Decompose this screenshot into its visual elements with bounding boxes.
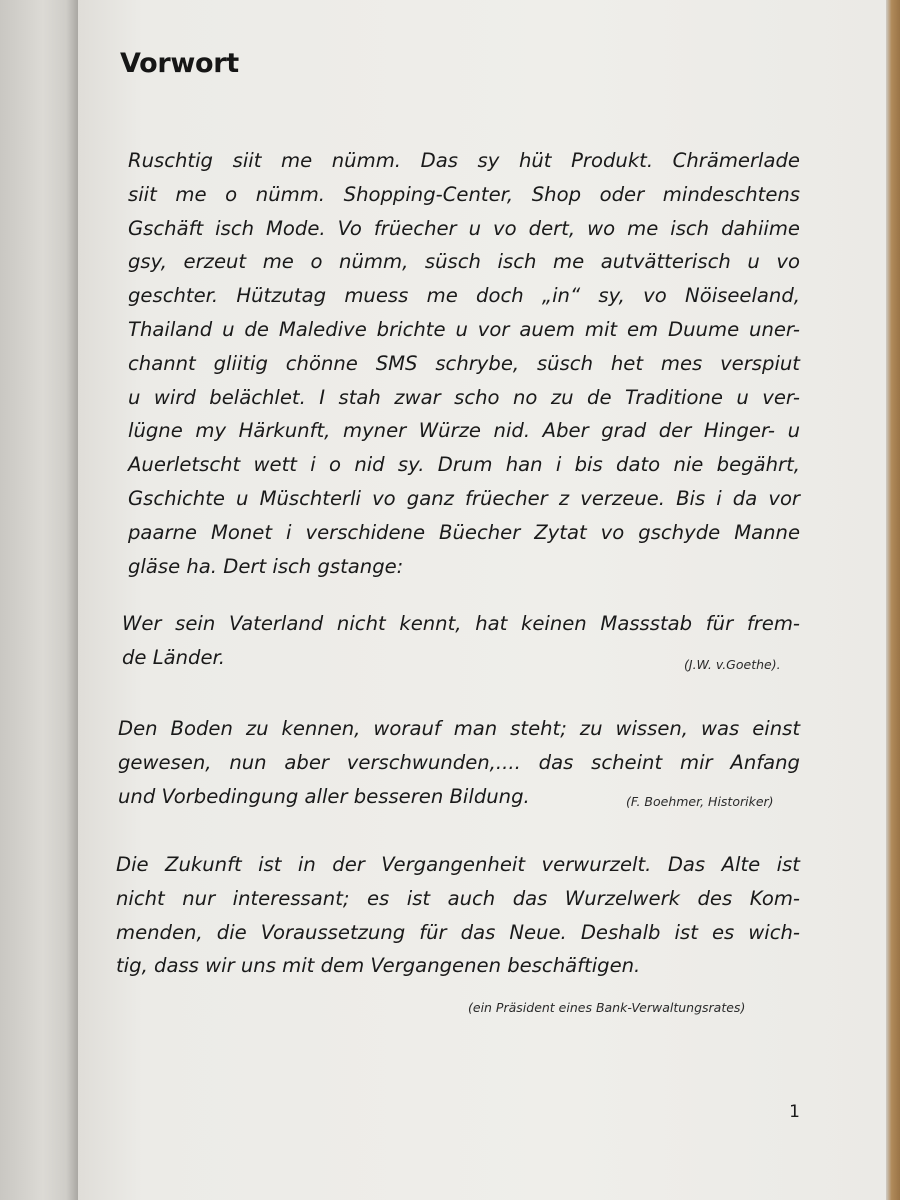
quote-line: und Vorbedingung aller besseren Bildung.	[118, 784, 530, 808]
quote-line: Wer sein Vaterland nicht kennt, hat keinen Massstab für frem-	[122, 612, 800, 635]
text-line: gsy, erzeut me o nümm, süsch isch me autvätterisch u vo	[128, 250, 800, 274]
quote-line: nicht nur interessant; es ist auch das Wurzelwerk des Kom-	[116, 886, 800, 910]
quote-line: Die Zukunft ist in der Vergangenheit verwurzelt. Das Alte ist	[116, 853, 800, 876]
text-line: Gschichte u Müschterli vo ganz früecher z verzeue. Bis i da vor	[128, 486, 800, 510]
text-line: gläse ha. Dert isch gstange:	[128, 554, 404, 578]
text-line: channt gliitig chönne SMS schrybe, süsch het mes verspiut	[128, 351, 800, 375]
page-title: Vorwort	[120, 48, 239, 79]
page-content	[116, 48, 800, 1015]
quote-line: menden, die Voraussetzung für das Neue. Deshalb ist es wich-	[116, 920, 800, 944]
intro-paragraph	[128, 144, 800, 583]
quote-line: de Länder.	[122, 645, 226, 669]
text-line: Auerletscht wett i o nid sy. Drum han i bis dato nie begährt,	[128, 453, 800, 477]
text-line: u wird belächlet. I stah zwar scho no zu de Traditione u ver-	[128, 385, 800, 409]
page-number: 1	[789, 1102, 800, 1122]
facing-page-edge	[0, 0, 78, 1200]
quote-president	[116, 848, 800, 983]
quote-line: tig, dass wir uns mit dem Vergangenen beschäftigen.	[116, 954, 641, 978]
quote-line: Den Boden zu kennen, worauf man steht; zu wissen, was einst	[118, 717, 800, 740]
table-surface	[886, 0, 900, 1200]
quote-source: (ein Präsident eines Bank-Verwaltungsrates)	[468, 1000, 746, 1015]
book-page	[78, 0, 886, 1200]
quote-source: (J.W. v.Goethe).	[684, 657, 781, 672]
text-line: geschter. Hützutag muess me doch „in“ sy, vo Nöiseeland,	[128, 284, 800, 308]
text-line: Ruschtig siit me nümm. Das sy hüt Produkt. Chrämerlade	[128, 149, 800, 172]
text-line: Gschäft isch Mode. Vo früecher u vo dert, wo me isch dahiime	[128, 216, 800, 240]
text-line: paarne Monet i verschidene Büecher Zytat vo gschyde Manne	[128, 520, 800, 544]
text-line: siit me o nümm. Shopping-Center, Shop oder mindeschtens	[128, 182, 800, 206]
quote-line: gewesen, nun aber verschwunden,.... das scheint mir Anfang	[118, 750, 800, 774]
quote-source: (F. Boehmer, Historiker)	[626, 794, 774, 809]
text-line: Thailand u de Maledive brichte u vor auem mit em Duume uner-	[128, 317, 800, 341]
text-line: lügne my Härkunft, myner Würze nid. Aber grad der Hinger- u	[128, 419, 800, 443]
